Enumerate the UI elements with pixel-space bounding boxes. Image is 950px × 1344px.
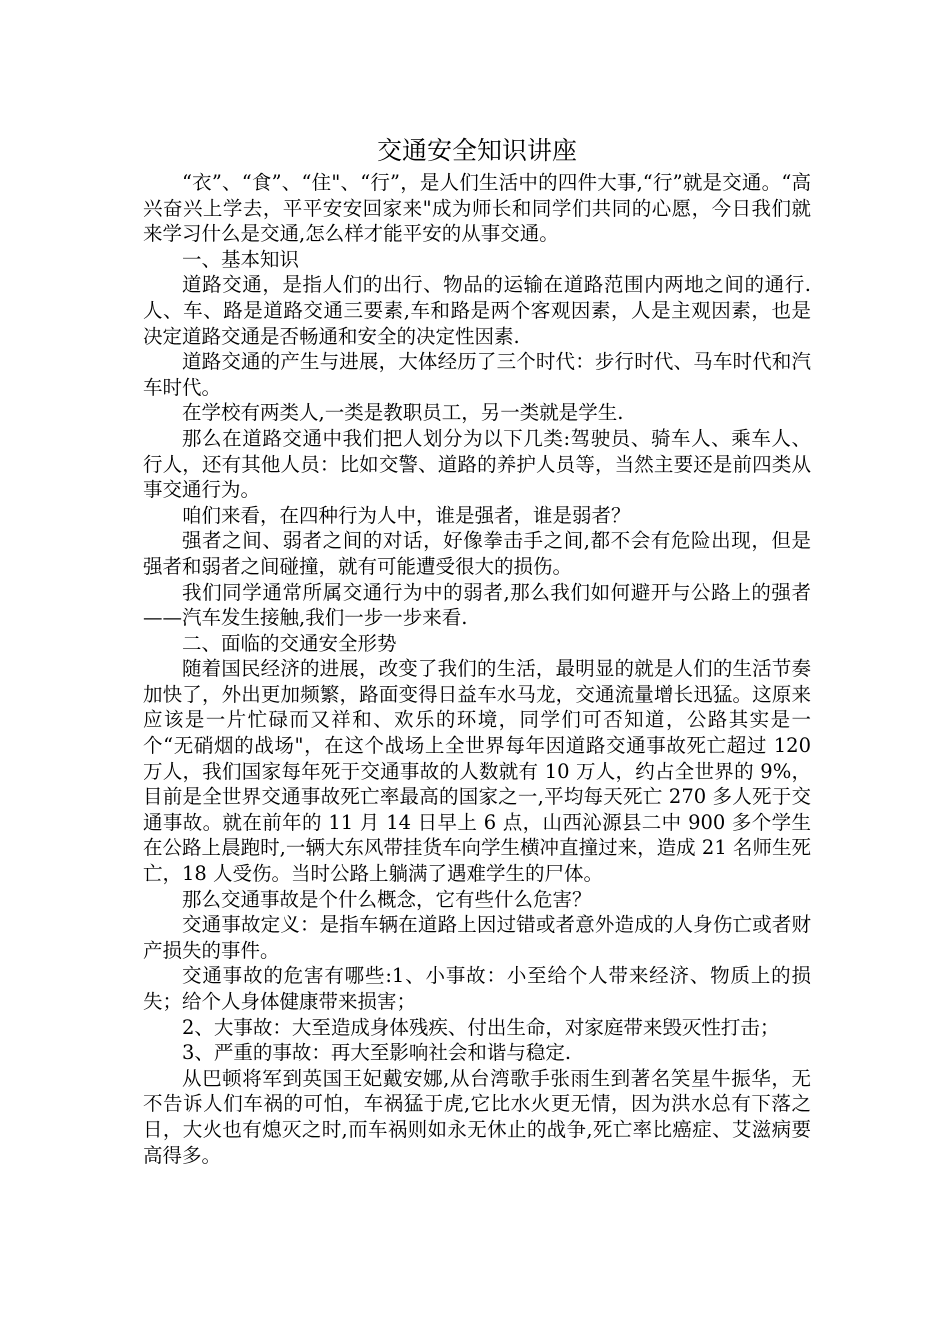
paragraph: 2、大事故：大至造成身体残疾、付出生命，对家庭带来毁灭性打击； — [182, 1015, 780, 1039]
paragraph: 一、基本知识 — [182, 247, 300, 271]
paragraph: 道路交通的产生与进展，大体经历了三个时代：步行时代、马车时代和汽车时代。 — [143, 350, 811, 399]
paragraph: 随着国民经济的进展，改变了我们的生活，最明显的就是人们的生活节奏加快了，外出更加频繁，路面变得日益车水马龙，交通流量增长迅猛。这原来应该是一片忙碌而又祥和、欢乐的环境，同学们可否知道，公路其实是一个“无硝烟的战场"，在这个战场上全世界每年因道路交通事故死亡超过 120 万人，我们国家每年死于交通事故的人数就有 10 万人，约占全世界的 9%，目前是全世界交通事故死亡率最高的国家之一,平均每天死亡 270 多人死于交通事故。就在前年的 11 月 14 日早上 6 点，山西沁源县二中 900 多个学生在公路上晨跑时,一辆大东风带挂货车向学生横冲直撞过来，造成 21 名师生死亡，18 人受伤。当时公路上躺满了遇难学生的尸体。 — [143, 657, 811, 886]
paragraph: 3、严重的事故：再大至影响社会和谐与稳定. — [182, 1041, 572, 1065]
paragraph: 道路交通，是指人们的出行、物品的运输在道路范围内两地之间的通行.人、车、路是道路交通三要素,车和路是两个客观因素，人是主观因素，也是决定道路交通是否畅通和安全的决定性因素. — [143, 273, 811, 348]
document-body — [143, 132, 811, 1168]
paragraph: 那么交通事故是个什么概念，它有些什么危害？ — [182, 887, 592, 911]
paragraph: 从巴顿将军到英国王妃戴安娜,从台湾歌手张雨生到著名笑星牛振华，无不告诉人们车祸的可怕，车祸猛于虎,它比水火更无情，因为洪水总有下落之日，大火也有熄灭之时,而车祸则如永无休止的战争,死亡率比癌症、艾滋病要高得多。 — [143, 1066, 811, 1167]
paragraph: 二、面临的交通安全形势 — [182, 631, 397, 655]
paragraph: 那么在道路交通中我们把人划分为以下几类:驾驶员、骑车人、乘车人、行人，还有其他人员：比如交警、道路的养护人员等，当然主要还是前四类从事交通行为。 — [143, 426, 811, 502]
paragraph: “衣”、“食”、“住"、“行”，是人们生活中的四件大事,“行”就是交通。“高兴奋兴上学去，平平安安回家来"成为师长和同学们共同的心愿，今日我们就来学习什么是交通,怎么样才能平安的从事交通。 — [143, 171, 811, 246]
document-title: 交通安全知识讲座 — [376, 136, 577, 165]
paragraph: 强者之间、弱者之间的对话，好像拳击手之间,都不会有危险出现，但是强者和弱者之间碰撞，就有可能遭受很大的损伤。 — [143, 529, 811, 578]
paragraph-list — [143, 170, 811, 1168]
paragraph: 交通事故定义：是指车辆在道路上因过错或者意外造成的人身伤亡或者财产损失的事件。 — [143, 913, 811, 962]
paragraph: 咱们来看，在四种行为人中，谁是强者，谁是弱者？ — [182, 503, 631, 527]
paragraph: 交通事故的危害有哪些:1、小事故：小至给个人带来经济、物质上的损失；给个人身体健康带来损害； — [143, 964, 811, 1013]
paragraph: 我们同学通常所属交通行为中的弱者,那么我们如何避开与公路上的强者——汽车发生接触,我们一步一步来看. — [143, 580, 811, 630]
paragraph: 在学校有两类人,一类是教职员工，另一类就是学生. — [182, 401, 624, 425]
